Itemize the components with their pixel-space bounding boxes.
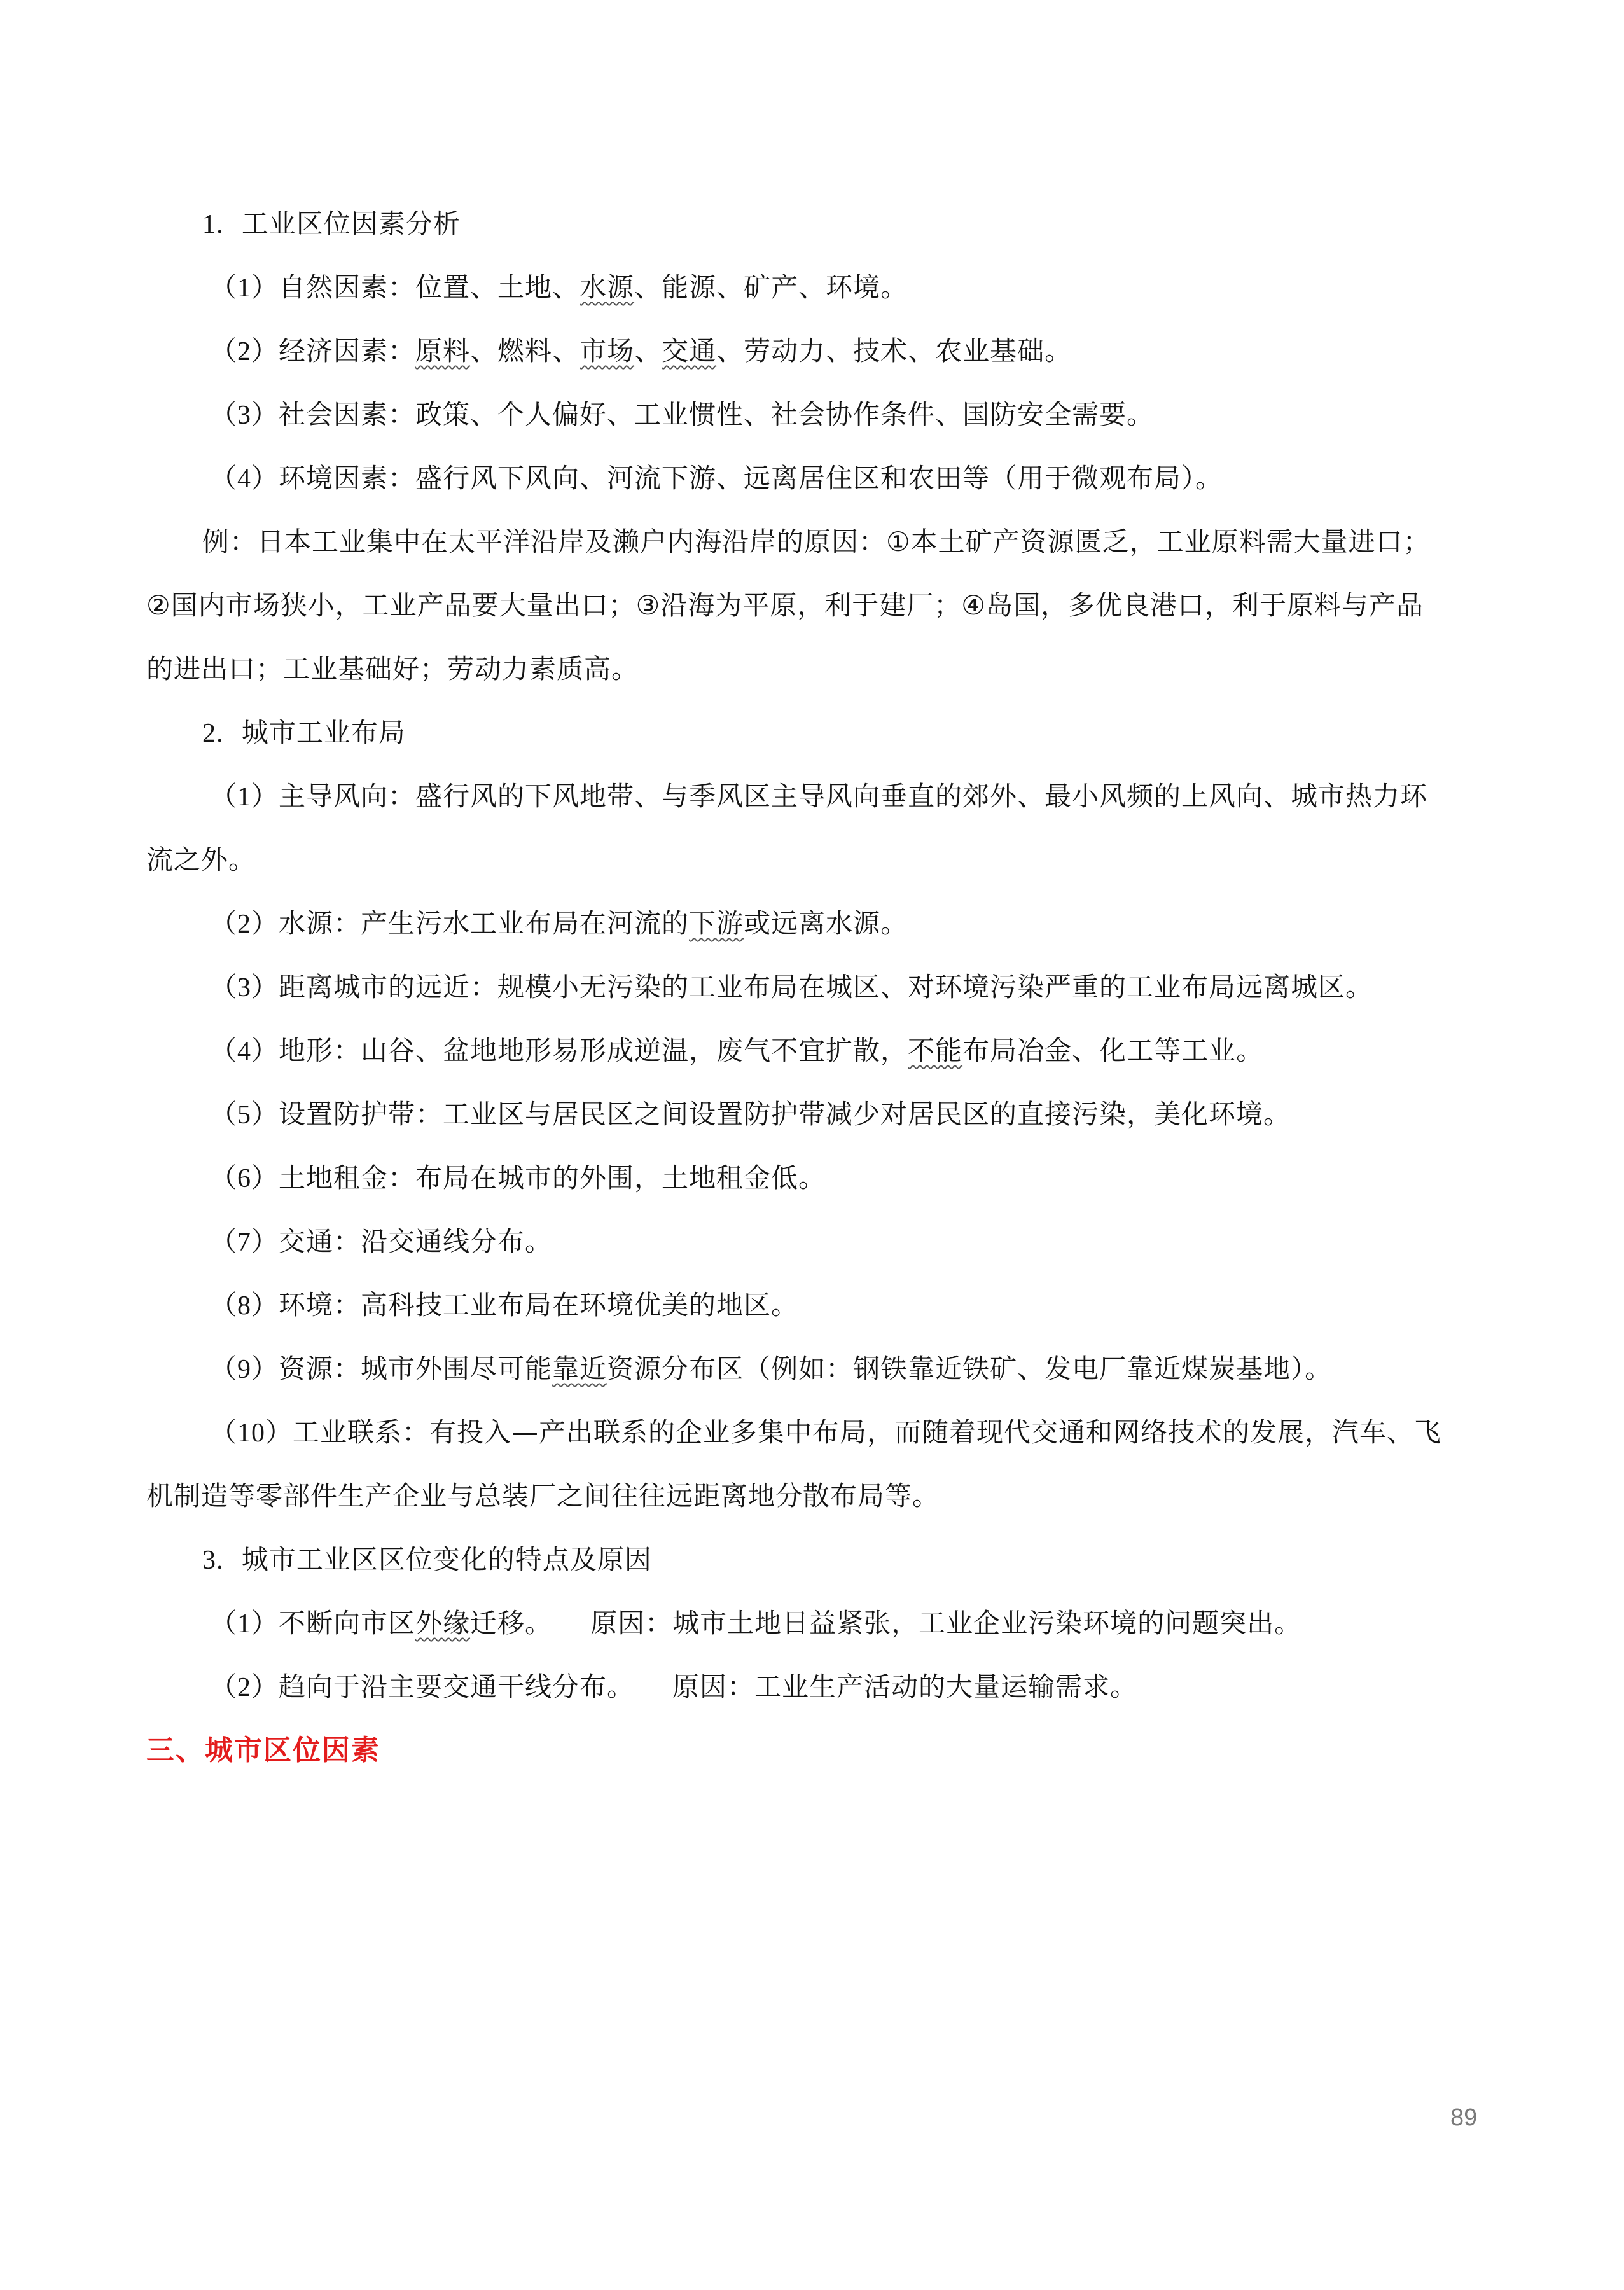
item-text: 盛行风下风向、河流下游、远离居住区和农田等（用于微观布局）。 bbox=[415, 462, 1223, 494]
item-label: 地形： bbox=[279, 1035, 361, 1066]
layout-item-distance bbox=[210, 968, 1373, 1007]
item-text: 规模小无污染的工业布局在城区、对环境污染严重的工业布局远离城区。 bbox=[497, 971, 1373, 1003]
item-text: 产生污水工业布局在河流的 bbox=[361, 908, 690, 939]
item-text: 布局冶金、化工等工业。 bbox=[962, 1035, 1264, 1066]
layout-item-buffer bbox=[210, 1095, 1291, 1134]
spellcheck-marked-text: 不能 bbox=[908, 1035, 963, 1066]
example-line-1: 例：日本工业集中在太平洋沿岸及濑户内海沿岸的原因：①本土矿产资源匮乏，工业原料需大量进口； bbox=[202, 526, 1431, 557]
item-text: 政策、个人偏好、工业惯性、社会协作条件、国防安全需要。 bbox=[415, 399, 1155, 430]
item-number: （5） bbox=[210, 1100, 279, 1130]
change-item-transport bbox=[210, 1668, 1137, 1707]
item-label: 自然因素： bbox=[279, 272, 416, 303]
item-text: 不断向市区 bbox=[279, 1607, 416, 1639]
section-title: 城市工业区区位变化的特点及原因 bbox=[241, 1544, 652, 1575]
factor-item-environment bbox=[210, 459, 1223, 498]
page-number: 89 bbox=[1450, 2104, 1478, 2131]
item-number: （8） bbox=[210, 1291, 279, 1321]
item-text: 趋向于沿主要交通干线分布。 bbox=[279, 1671, 635, 1702]
layout-item-rent bbox=[210, 1159, 826, 1198]
item-label: 交通： bbox=[279, 1226, 361, 1257]
item-label: 社会因素： bbox=[279, 399, 416, 430]
factor-item-natural bbox=[210, 268, 908, 307]
item-text: 城市外围尽可能 bbox=[361, 1353, 553, 1384]
item-number: （2） bbox=[210, 1673, 279, 1702]
layout-item-wind-continued: 流之外。 bbox=[146, 844, 256, 875]
section-2-heading bbox=[202, 714, 406, 753]
factor-item-economic bbox=[210, 332, 1072, 371]
item-label: 经济因素： bbox=[279, 335, 416, 366]
item-text: 或远离水源。 bbox=[744, 908, 908, 939]
item-text: 布局在城市的外围，土地租金低。 bbox=[415, 1162, 826, 1193]
item-number: （1） bbox=[210, 782, 279, 812]
item-number: （3） bbox=[210, 973, 279, 1003]
item-number: （1） bbox=[210, 274, 279, 303]
item-label: 环境： bbox=[279, 1289, 361, 1321]
spellcheck-marked-text: 水源 bbox=[580, 272, 635, 303]
item-number: （1） bbox=[210, 1609, 279, 1639]
layout-item-linkage-continued: 机制造等零部件生产企业与总装厂之间往往远距离地分散布局等。 bbox=[146, 1480, 940, 1511]
section-number: 3. bbox=[202, 1546, 224, 1575]
spellcheck-marked-text: 靠近 bbox=[552, 1353, 607, 1384]
item-number: （10） bbox=[210, 1419, 293, 1448]
section-number: 1. bbox=[202, 210, 224, 239]
item-number: （7） bbox=[210, 1228, 279, 1257]
item-text: 资源分布区（例如：钢铁靠近铁矿、发电厂靠近煤炭基地）。 bbox=[607, 1353, 1333, 1384]
item-number: （2） bbox=[210, 910, 279, 939]
item-number: （4） bbox=[210, 1037, 279, 1066]
spellcheck-marked-text: 下游 bbox=[689, 908, 744, 939]
item-label: 工业联系： bbox=[293, 1417, 430, 1448]
item-text: 山谷、盆地地形易形成逆温，废气不宜扩散， bbox=[361, 1035, 908, 1066]
section-1-heading bbox=[202, 205, 461, 244]
item-label: 土地租金： bbox=[279, 1162, 416, 1193]
section-3-heading bbox=[202, 1541, 652, 1579]
item-number: （6） bbox=[210, 1164, 279, 1193]
item-number: （9） bbox=[210, 1355, 279, 1384]
item-label: 设置防护带： bbox=[279, 1099, 443, 1130]
section-title: 工业区位因素分析 bbox=[241, 208, 461, 239]
item-reason: 原因：城市土地日益紧张，工业企业污染环境的问题突出。 bbox=[590, 1607, 1302, 1639]
item-reason: 原因：工业生产活动的大量运输需求。 bbox=[672, 1671, 1138, 1702]
item-text: 沿交通线分布。 bbox=[361, 1226, 553, 1257]
section-title: 城市工业布局 bbox=[241, 717, 406, 748]
item-text: 盛行风的下风地带、与季风区主导风向垂直的郊外、最小风频的上风向、城市热力环 bbox=[415, 781, 1428, 812]
item-text: 迁移。 bbox=[470, 1607, 553, 1639]
item-label: 环境因素： bbox=[279, 462, 416, 494]
layout-item-terrain bbox=[210, 1032, 1263, 1071]
item-text: 高科技工业布局在环境优美的地区。 bbox=[361, 1289, 799, 1321]
item-text: 、燃料、 bbox=[470, 335, 580, 366]
item-number: （3） bbox=[210, 401, 279, 430]
item-number: （2） bbox=[210, 337, 279, 366]
item-label: 主导风向： bbox=[279, 781, 416, 812]
section-number: 2. bbox=[202, 719, 224, 748]
change-item-outward bbox=[210, 1604, 1301, 1643]
item-number: （4） bbox=[210, 464, 279, 494]
layout-item-environment bbox=[210, 1286, 798, 1325]
example-line-3: 的进出口；工业基础好；劳动力素质高。 bbox=[146, 653, 639, 684]
item-text: 有投入—产出联系的企业多集中布局，而随着现代交通和网络技术的发展，汽车、飞 bbox=[429, 1417, 1442, 1448]
spellcheck-marked-text: 市场 bbox=[580, 335, 635, 366]
item-text: 、 bbox=[634, 335, 662, 366]
layout-item-transport bbox=[210, 1223, 552, 1261]
example-line-2: ②国内市场狭小，工业产品要大量出口；③沿海为平原，利于建厂；④岛国，多优良港口，利于原料与产品 bbox=[146, 590, 1424, 621]
layout-item-wind bbox=[210, 777, 1427, 816]
item-text: 、能源、矿产、环境。 bbox=[634, 272, 908, 303]
spellcheck-marked-text: 原料 bbox=[415, 335, 471, 366]
item-label: 距离城市的远近： bbox=[279, 971, 498, 1003]
item-label: 资源： bbox=[279, 1353, 361, 1384]
layout-item-water bbox=[210, 905, 908, 943]
item-label: 水源： bbox=[279, 908, 361, 939]
spellcheck-marked-text: 交通 bbox=[662, 335, 717, 366]
factor-item-social bbox=[210, 396, 1154, 434]
spellcheck-marked-text: 外缘 bbox=[415, 1607, 471, 1639]
chapter-heading: 三、城市区位因素 bbox=[146, 1734, 380, 1766]
layout-item-resources bbox=[210, 1350, 1332, 1389]
item-text: 、劳动力、技术、农业基础。 bbox=[716, 335, 1072, 366]
item-text: 工业区与居民区之间设置防护带减少对居民区的直接污染，美化环境。 bbox=[443, 1099, 1291, 1130]
layout-item-linkage bbox=[210, 1413, 1441, 1452]
item-text: 位置、土地、 bbox=[415, 272, 580, 303]
